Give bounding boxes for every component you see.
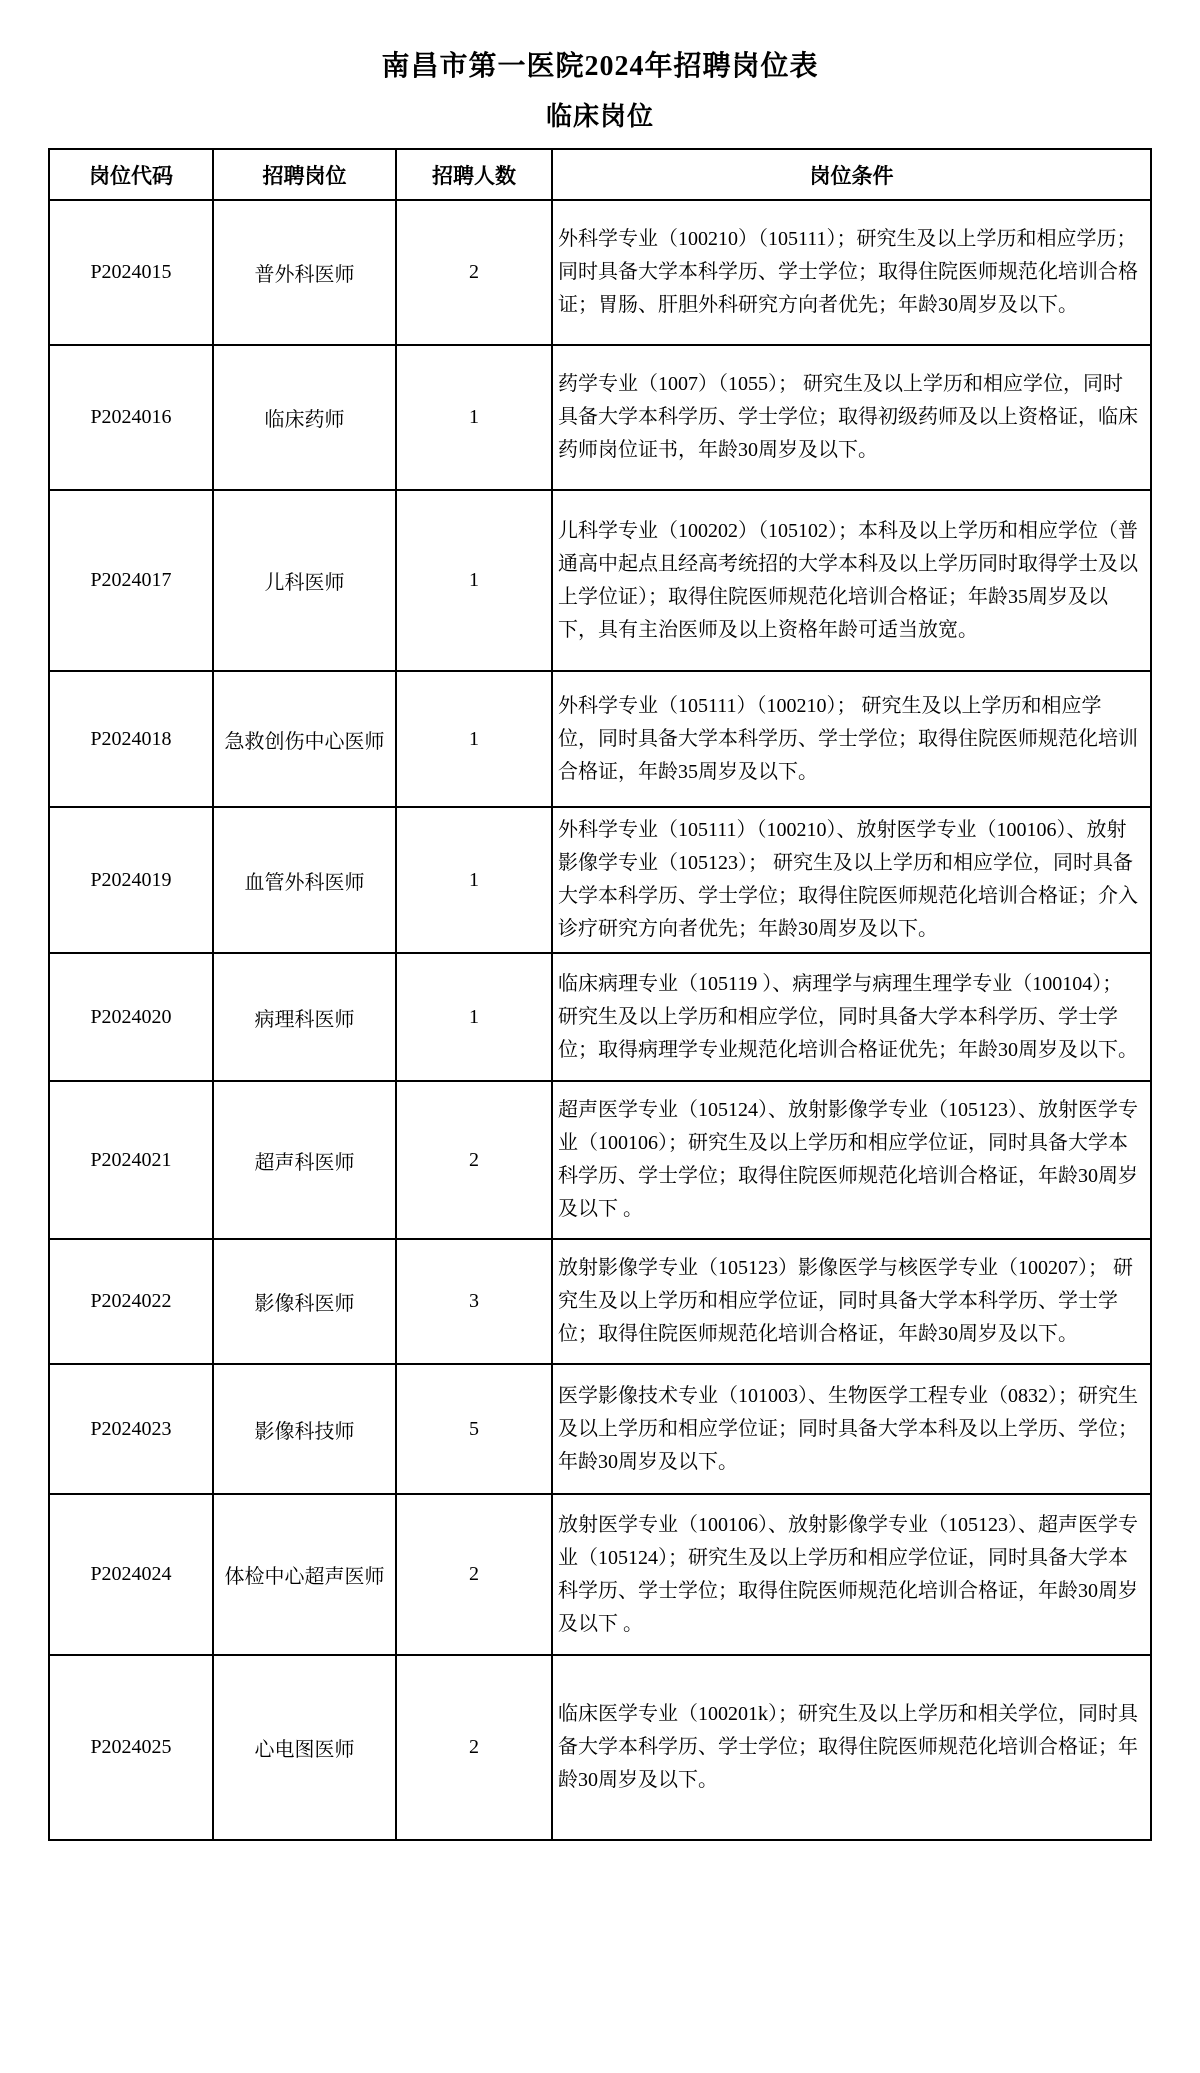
cell-requirements: 放射医学专业（100106）、放射影像学专业（105123）、超声医学专业（105124）；研究生及以上学历和相应学位证，同时具备大学本科学历、学士学位；取得住院医师规范化培训合格证，年龄30周岁及以下 。 [552,1494,1151,1655]
cell-requirements: 医学影像技术专业（101003）、生物医学工程专业（0832）；研究生及以上学历和相应学位证；同时具备大学本科及以上学历、学位；年龄30周岁及以下。 [552,1364,1151,1494]
cell-position: 超声科医师 [213,1081,396,1239]
cell-code: P2024018 [49,671,213,807]
cell-position: 病理科医师 [213,953,396,1081]
table-row [49,345,1151,490]
table-row [49,807,1151,953]
cell-requirements: 临床医学专业（100201k）；研究生及以上学历和相关学位，同时具备大学本科学历、学士学位；取得住院医师规范化培训合格证；年龄30周岁及以下。 [552,1655,1151,1840]
page-title: 南昌市第一医院2024年招聘岗位表 [381,51,819,82]
cell-count: 2 [396,1494,552,1655]
cell-position: 影像科技师 [213,1364,396,1494]
col-header-position: 招聘岗位 [213,149,396,200]
table-row [49,490,1151,671]
recruitment-table [48,148,1152,1841]
cell-code: P2024022 [49,1239,213,1364]
table-row [49,1364,1151,1494]
cell-requirements: 外科学专业（105111）（100210）、放射医学专业（100106）、放射影像学专业（105123）； 研究生及以上学历和相应学位，同时具备大学本科学历、学士学位；取得住院医师规范化培训合格证；介入诊疗研究方向者优先；年龄30周岁及以下。 [552,807,1151,953]
cell-count: 2 [396,1655,552,1840]
table-row [49,1494,1151,1655]
table-row [49,1239,1151,1364]
cell-requirements: 超声医学专业（105124）、放射影像学专业（105123）、放射医学专业（100106）；研究生及以上学历和相应学位证，同时具备大学本科学历、学士学位；取得住院医师规范化培训合格证，年龄30周岁及以下 。 [552,1081,1151,1239]
cell-count: 1 [396,807,552,953]
cell-requirements: 儿科学专业（100202）（105102）；本科及以上学历和相应学位（普通高中起点且经高考统招的大学本科及以上学历同时取得学士及以上学位证）；取得住院医师规范化培训合格证；年龄35周岁及以下，具有主治医师及以上资格年龄可适当放宽。 [552,490,1151,671]
cell-code: P2024024 [49,1494,213,1655]
cell-code: P2024021 [49,1081,213,1239]
cell-position: 普外科医师 [213,200,396,345]
cell-requirements: 临床病理专业（105119 ）、病理学与病理生理学专业（100104）；研究生及以上学历和相应学位，同时具备大学本科学历、学士学位；取得病理学专业规范化培训合格证优先；年龄30周岁及以下。 [552,953,1151,1081]
cell-code: P2024020 [49,953,213,1081]
header-row [49,149,1151,200]
cell-requirements: 外科学专业（105111）（100210）； 研究生及以上学历和相应学位，同时具备大学本科学历、学士学位；取得住院医师规范化培训合格证，年龄35周岁及以下。 [552,671,1151,807]
cell-count: 2 [396,200,552,345]
section-subtitle: 临床岗位 [545,102,654,131]
cell-position: 儿科医师 [213,490,396,671]
table-row [49,200,1151,345]
cell-count: 5 [396,1364,552,1494]
table-row [49,953,1151,1081]
cell-position: 影像科医师 [213,1239,396,1364]
cell-count: 1 [396,671,552,807]
cell-code: P2024017 [49,490,213,671]
cell-requirements: 药学专业（1007）（1055）； 研究生及以上学历和相应学位，同时具备大学本科学历、学士学位；取得初级药师及以上资格证，临床药师岗位证书，年龄30周岁及以下。 [552,345,1151,490]
cell-code: P2024019 [49,807,213,953]
cell-position: 体检中心超声医师 [213,1494,396,1655]
cell-position: 急救创伤中心医师 [213,671,396,807]
cell-code: P2024015 [49,200,213,345]
cell-count: 3 [396,1239,552,1364]
cell-position: 心电图医师 [213,1655,396,1840]
cell-count: 1 [396,490,552,671]
table-row [49,671,1151,807]
col-header-requirements: 岗位条件 [552,149,1151,200]
cell-code: P2024023 [49,1364,213,1494]
cell-count: 2 [396,1081,552,1239]
cell-code: P2024025 [49,1655,213,1840]
cell-code: P2024016 [49,345,213,490]
table-row [49,1655,1151,1840]
cell-requirements: 放射影像学专业（105123）影像医学与核医学专业（100207）； 研究生及以上学历和相应学位证，同时具备大学本科学历、学士学位；取得住院医师规范化培训合格证，年龄30周岁及以下。 [552,1239,1151,1364]
table-row [49,1081,1151,1239]
col-header-count: 招聘人数 [396,149,552,200]
cell-count: 1 [396,953,552,1081]
cell-position: 血管外科医师 [213,807,396,953]
cell-requirements: 外科学专业（100210）（105111）；研究生及以上学历和相应学历；同时具备大学本科学历、学士学位；取得住院医师规范化培训合格证；胃肠、肝胆外科研究方向者优先；年龄30周岁及以下。 [552,200,1151,345]
cell-count: 1 [396,345,552,490]
col-header-code: 岗位代码 [49,149,213,200]
cell-position: 临床药师 [213,345,396,490]
